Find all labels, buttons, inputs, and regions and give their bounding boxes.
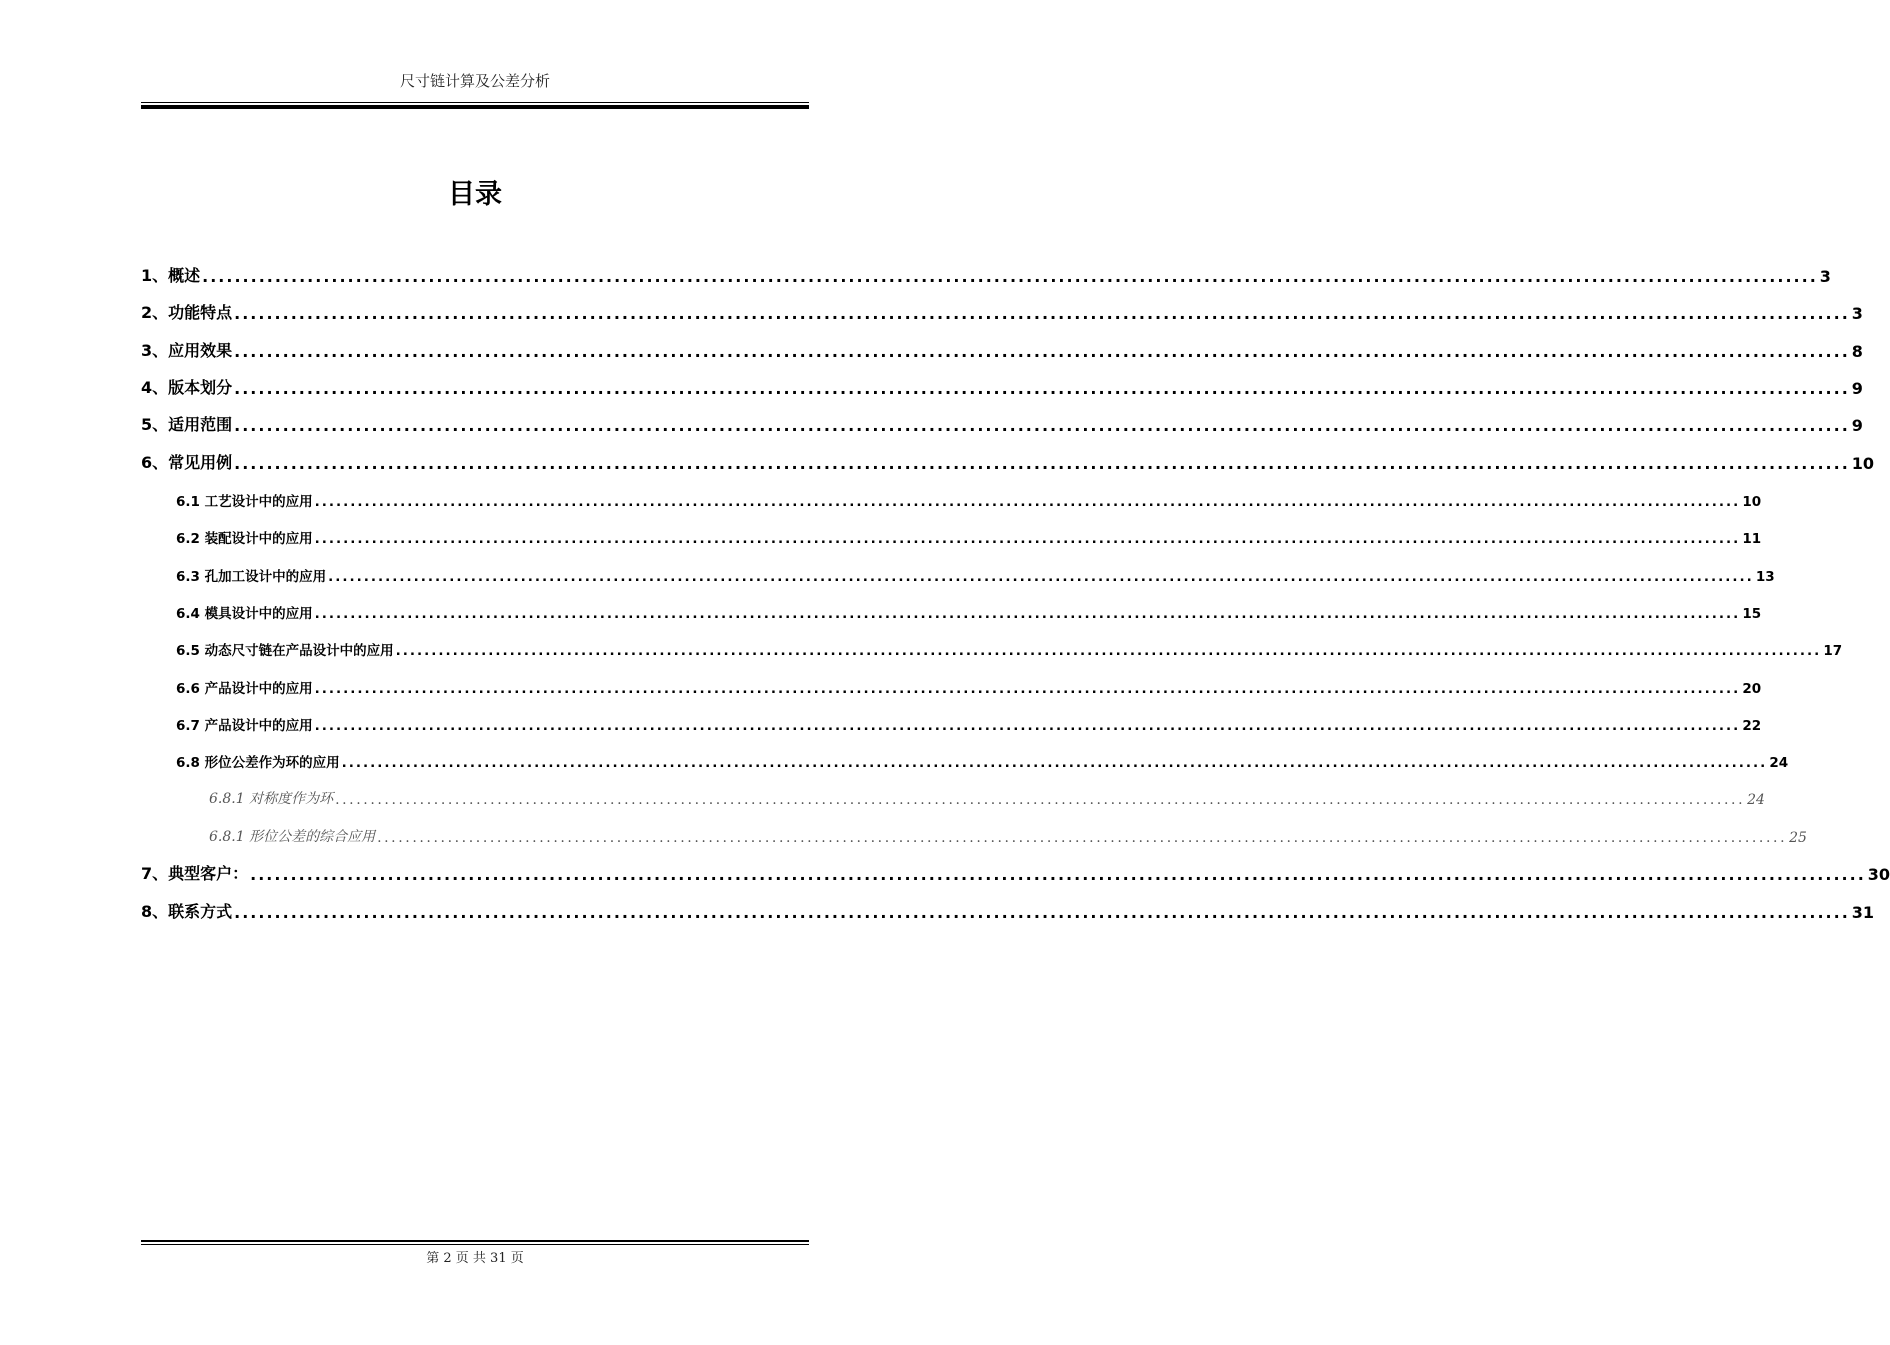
toc-entry-page: 10 xyxy=(1851,454,1875,473)
toc-entry-label: 8、联系方式 xyxy=(141,902,233,921)
toc-entry-page: 9 xyxy=(1851,379,1863,398)
toc-entry-label: 6.2 装配设计中的应用 xyxy=(176,531,313,547)
toc-entry-label: 6.3 孔加工设计中的应用 xyxy=(176,569,327,585)
toc-leader-dots: ........................................................................................................................................................................................................ xyxy=(328,569,1754,585)
toc-entry[interactable] xyxy=(141,293,1863,323)
toc-entry[interactable] xyxy=(141,405,1863,435)
toc-entry-page: 30 xyxy=(1867,865,1890,884)
toc-leader-dots: ........................................................................................................................................................................................................ xyxy=(234,304,1850,323)
toc-leader-dots: ........................................................................................................................................................................................................ xyxy=(314,606,1741,622)
toc-entry[interactable] xyxy=(141,854,1890,884)
toc-entry-page: 25 xyxy=(1789,830,1807,846)
footer-rule-thick xyxy=(141,1240,809,1242)
toc-entry[interactable] xyxy=(141,368,1863,398)
toc-leader-dots: ........................................................................................................................................................................................................ xyxy=(250,865,1866,884)
toc-entry-label: 5、适用范围 xyxy=(141,415,233,434)
toc-leader-dots: ........................................................................................................................................................................................................ xyxy=(335,792,1746,808)
toc-leader-dots: ........................................................................................................................................................................................................ xyxy=(314,681,1741,697)
toc-entry-label: 6.4 模具设计中的应用 xyxy=(176,606,313,622)
toc-entry-page: 8 xyxy=(1851,342,1863,361)
toc-entry[interactable] xyxy=(141,667,1762,697)
toc-entry-label: 6、常见用例 xyxy=(141,453,233,472)
toc-leader-dots: ........................................................................................................................................................................................................ xyxy=(314,531,1741,547)
toc-entry-page: 20 xyxy=(1742,681,1762,697)
toc-entry-label: 2、功能特点 xyxy=(141,303,233,322)
toc-leader-dots: ........................................................................................................................................................................................................ xyxy=(234,342,1850,361)
toc-leader-dots: ........................................................................................................................................................................................................ xyxy=(234,416,1850,435)
toc-leader-dots: ........................................................................................................................................................................................................ xyxy=(234,903,1850,922)
toc-entry[interactable] xyxy=(141,629,1843,659)
toc-entry[interactable] xyxy=(141,443,1875,473)
toc-leader-dots: ........................................................................................................................................................................................................ xyxy=(202,267,1818,286)
toc-entry-page: 10 xyxy=(1742,494,1762,510)
toc-entry-page: 13 xyxy=(1755,569,1775,585)
toc-entry-page: 22 xyxy=(1742,718,1762,734)
toc-entry-label: 4、版本划分 xyxy=(141,378,233,397)
toc-entry-page: 17 xyxy=(1823,643,1843,659)
footer-rule-thin xyxy=(141,1244,809,1245)
toc-leader-dots: ........................................................................................................................................................................................................ xyxy=(314,718,1741,734)
toc-entry-page: 24 xyxy=(1769,755,1789,771)
toc-entry[interactable] xyxy=(141,741,1789,771)
toc-entry[interactable] xyxy=(141,778,1765,808)
toc-entry-label: 1、概述 xyxy=(141,266,201,285)
toc-entry[interactable] xyxy=(141,816,1807,846)
toc-entry-label: 6.8 形位公差作为环的应用 xyxy=(176,755,340,771)
toc-leader-dots: ........................................................................................................................................................................................................ xyxy=(234,379,1850,398)
toc-entry[interactable] xyxy=(141,331,1863,361)
header-rule-thin xyxy=(141,102,809,103)
toc-leader-dots: ........................................................................................................................................................................................................ xyxy=(341,755,1768,771)
toc-entry-label: 6.7 产品设计中的应用 xyxy=(176,718,313,734)
toc-entry-label: 6.1 工艺设计中的应用 xyxy=(176,494,313,510)
running-header: 尺寸链计算及公差分析 xyxy=(399,72,550,90)
toc-entry-label: 6.8.1 对称度作为环 xyxy=(209,791,334,807)
toc-entry-page: 3 xyxy=(1819,267,1831,286)
toc-leader-dots: ........................................................................................................................................................................................................ xyxy=(234,454,1850,473)
toc-entry-page: 15 xyxy=(1742,606,1762,622)
toc-entry-page: 24 xyxy=(1747,792,1765,808)
toc-leader-dots: ........................................................................................................................................................................................................ xyxy=(377,830,1788,846)
toc-entry[interactable] xyxy=(141,517,1762,547)
toc-leader-dots: ........................................................................................................................................................................................................ xyxy=(314,494,1741,510)
toc-entry[interactable] xyxy=(141,704,1762,734)
toc-entry-label: 6.8.1 形位公差的综合应用 xyxy=(209,829,376,845)
toc-entry[interactable] xyxy=(141,256,1831,286)
toc-entry-page: 3 xyxy=(1851,304,1863,323)
toc-entry[interactable] xyxy=(141,892,1875,922)
toc-entry[interactable] xyxy=(141,592,1762,622)
toc-entry-label: 6.5 动态尺寸链在产品设计中的应用 xyxy=(176,643,394,659)
toc-title: 目录 xyxy=(448,179,502,210)
page-footer: 第 2 页 共 31 页 xyxy=(426,1251,524,1266)
toc-entry-page: 9 xyxy=(1851,416,1863,435)
toc-entry-page: 31 xyxy=(1851,903,1875,922)
toc-entry[interactable] xyxy=(141,480,1762,510)
toc-entry-label: 3、应用效果 xyxy=(141,341,233,360)
toc-leader-dots: ........................................................................................................................................................................................................ xyxy=(395,643,1822,659)
toc-entry-label: 7、典型客户： xyxy=(141,864,249,883)
header-rule-thick xyxy=(141,105,809,109)
toc-entry-label: 6.6 产品设计中的应用 xyxy=(176,681,313,697)
toc-entry-page: 11 xyxy=(1742,531,1762,547)
toc-entry[interactable] xyxy=(141,555,1775,585)
